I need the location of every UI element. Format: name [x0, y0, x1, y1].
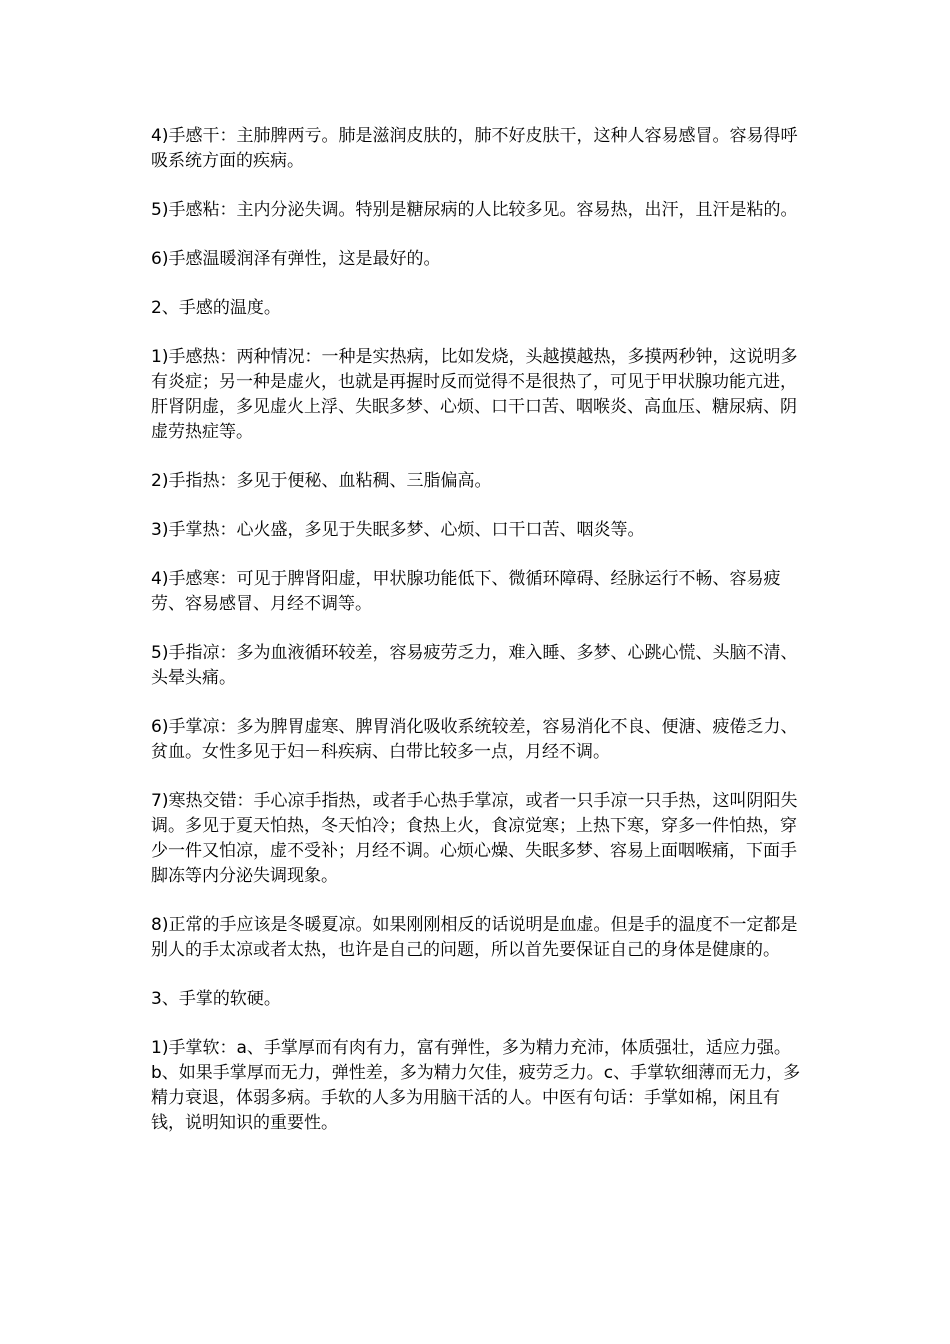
paragraph-normal-hand: 8)正常的手应该是冬暖夏凉。如果刚刚相反的话说明是血虚。但是手的温度不一定都是别人的手太凉或者太热，也许是自己的问题，所以首先要保证自己的身体是健康的。: [151, 915, 798, 960]
paragraph-hot-cold-mixed: 7)寒热交错：手心凉手指热，或者手心热手掌凉，或者一只手凉一只手热，这叫阴阳失调。多见于夏天怕热，冬天怕冷；食热上火，食凉觉寒；上热下寒，穿多一件怕热，穿少一件又怕凉，虚不受补；月经不调。心烦心燥、失眠多梦、容易上面咽喉痛，下面手脚冻等内分泌失调现象。: [151, 791, 798, 886]
paragraph-hand-warm-moist: 6)手感温暖润泽有弹性，这是最好的。: [151, 249, 441, 269]
paragraph-hand-sticky: 5)手感粘：主内分泌失调。特别是糖尿病的人比较多见。容易热，出汗，且汗是粘的。: [151, 200, 798, 220]
paragraph-palm-cool: 6)手掌凉：多为脾胃虚寒、脾胃消化吸收系统较差，容易消化不良、便溏、疲倦乏力、贫血。女性多见于妇－科疾病、白带比较多一点，月经不调。: [151, 717, 798, 762]
section-heading-palm-softness: 3、手掌的软硬。: [151, 989, 281, 1009]
paragraph-hand-hot: 1)手感热：两种情况：一种是实热病，比如发烧，头越摸越热，多摸两秒钟，这说明多有炎症；另一种是虚火，也就是再握时反而觉得不是很热了，可见于甲状腺功能亢进，肝肾阴虚，多见虚火上浮、失眠多梦、心烦、口干口苦、咽喉炎、高血压、糖尿病、阴虚劳热症等。: [151, 347, 798, 442]
document-body: [151, 124, 801, 1160]
paragraph-hand-dry: 4)手感干：主肺脾两亏。肺是滋润皮肤的，肺不好皮肤干，这种人容易感冒。容易得呼吸系统方面的疾病。: [151, 126, 798, 171]
paragraph-finger-cool: 5)手指凉：多为血液循环较差，容易疲劳乏力，难入睡、多梦、心跳心慌、头脑不清、头晕头痛。: [151, 643, 798, 688]
section-heading-temperature: 2、手感的温度。: [151, 298, 281, 318]
paragraph-hand-cold: 4)手感寒：可见于脾肾阳虚，甲状腺功能低下、微循环障碍、经脉运行不畅、容易疲劳、容易感冒、月经不调等。: [151, 569, 781, 614]
paragraph-palm-soft: 1)手掌软：a、手掌厚而有肉有力，富有弹性，多为精力充沛，体质强壮，适应力强。b、如果手掌厚而无力，弹性差，多为精力欠佳，疲劳乏力。c、手掌软细薄而无力，多精力衰退，体弱多病。手软的人多为用脑干活的人。中医有句话：手掌如棉，闲且有钱，说明知识的重要性。: [151, 1038, 801, 1133]
paragraph-finger-hot: 2)手指热：多见于便秘、血粘稠、三脂偏高。: [151, 471, 492, 491]
paragraph-palm-hot: 3)手掌热：心火盛，多见于失眠多梦、心烦、口干口苦、咽炎等。: [151, 520, 645, 540]
